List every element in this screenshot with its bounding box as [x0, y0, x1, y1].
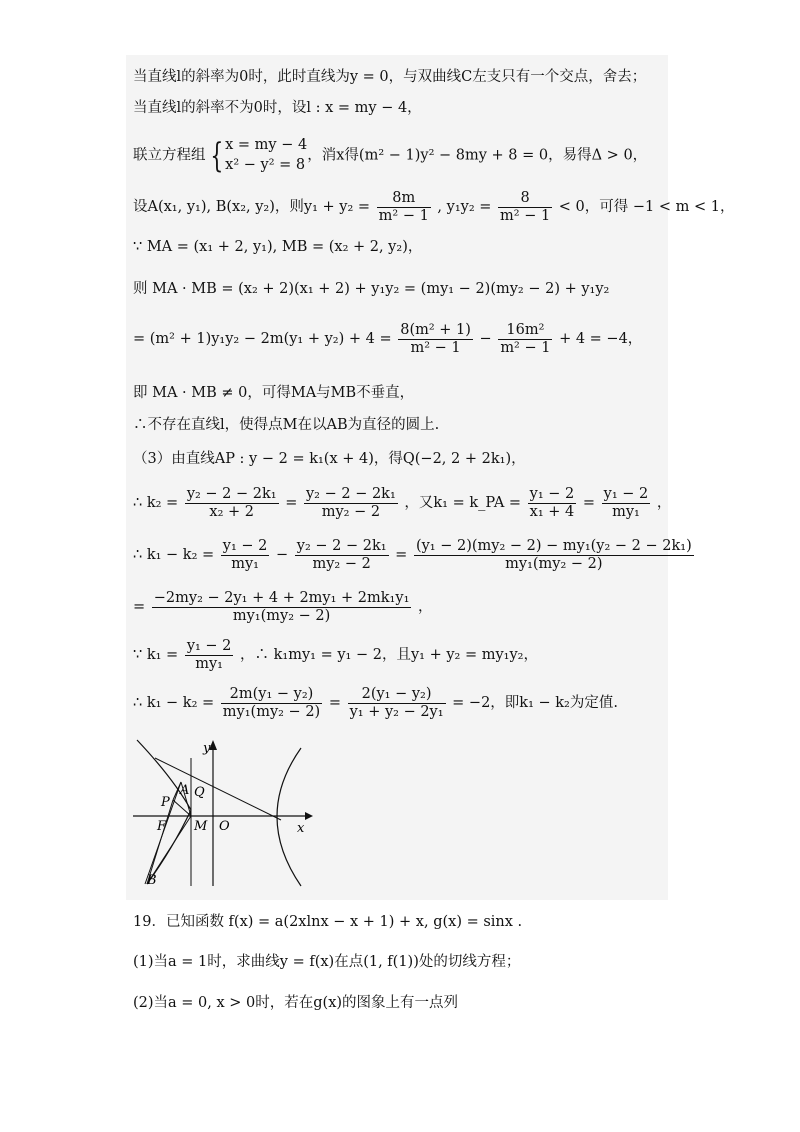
numerator: (y₁ − 2)(my₂ − 2) − my₁(y₂ − 2 − 2k₁) — [415, 538, 692, 554]
numerator: 16m² — [498, 322, 552, 340]
line15-prefix: ∴ k₁ − k₂ = — [133, 695, 215, 712]
fraction — [221, 538, 270, 572]
denominator: m² − 1 — [410, 339, 461, 356]
fraction — [498, 322, 552, 356]
hyperbola-right-branch — [277, 748, 301, 886]
denominator: my₂ − 2 — [321, 503, 381, 520]
line7-suffix: + 4 = −4， — [559, 331, 643, 348]
label-f: F — [157, 819, 167, 834]
fraction — [295, 538, 389, 572]
denominator: my₁ — [612, 503, 640, 520]
denominator: x₂ + 2 — [209, 503, 254, 520]
denominator: m² − 1 — [378, 207, 429, 224]
denominator: m² − 1 — [500, 339, 551, 356]
hyperbola-figure — [133, 738, 313, 888]
text-line-5: ∵ MA = (x₁ + 2, y₁), MB = (x₂ + 2, y₂)， — [133, 239, 423, 255]
line11-middle: ，又k₁ = k_PA = — [404, 495, 522, 512]
numerator: y₁ − 2 — [186, 638, 232, 654]
text-line-4 — [133, 190, 734, 224]
line4-suffix: < 0，可得 −1 < m < 1， — [558, 199, 735, 216]
fraction — [152, 590, 412, 624]
denominator: my₂ − 2 — [312, 555, 371, 572]
fraction — [414, 538, 694, 572]
question-19: 19．已知函数 f(x) = a(2xlnx − x + 1) + x, g(x) = sinx . — [133, 914, 523, 930]
numerator: y₁ − 2 — [603, 486, 649, 502]
fraction — [498, 190, 552, 224]
fraction — [602, 486, 651, 520]
label-b: B — [147, 873, 157, 888]
fraction — [185, 638, 234, 672]
text-line-13 — [133, 590, 433, 624]
denominator: y₁ + y₂ − 2y₁ — [349, 703, 444, 720]
system-eq-2: x² − y² = 8 — [225, 156, 306, 173]
numerator: y₁ − 2 — [529, 486, 575, 502]
line15-suffix: = −2，即k₁ − k₂为定值. — [452, 695, 618, 712]
text-line-9: ∴不存在直线l，使得点M在以AB为直径的圆上. — [133, 417, 440, 433]
numerator: −2my₂ − 2y₁ + 4 + 2my₁ + 2mk₁y₁ — [153, 590, 410, 606]
line7-prefix: = (m² + 1)y₁y₂ − 2m(y₁ + y₂) + 4 = — [133, 331, 392, 348]
label-o: O — [219, 819, 230, 834]
fraction — [221, 686, 322, 720]
text-line-7 — [133, 322, 642, 356]
line11-suffix: ， — [656, 495, 672, 512]
label-x: x — [297, 821, 305, 836]
equals-sign: = — [582, 495, 596, 512]
label-q: Q — [194, 785, 205, 800]
fraction — [377, 190, 431, 224]
denominator: my₁ — [195, 655, 223, 672]
equals-sign: = — [328, 695, 341, 712]
fraction — [185, 486, 279, 520]
numerator: y₂ − 2 − 2k₁ — [305, 486, 396, 502]
numerator: y₂ − 2 − 2k₁ — [186, 486, 277, 502]
fraction — [398, 322, 473, 356]
label-a: A — [180, 783, 190, 798]
line3-prefix: 联立方程组 — [133, 147, 206, 164]
label-m: M — [194, 819, 208, 834]
label-y: y — [203, 741, 211, 756]
line4-prefix: 设A(x₁, y₁), B(x₂, y₂)，则y₁ + y₂ = — [133, 199, 371, 216]
equation-system — [225, 136, 307, 175]
text-line-12 — [133, 538, 696, 572]
equals-sign: = — [285, 495, 298, 512]
line4-middle: , y₁y₂ = — [437, 199, 492, 216]
text-line-10: （3）由直线AP : y − 2 = k₁(x + 4)，得Q(−2, 2 + 2k₁)， — [133, 451, 526, 467]
numerator: 2(y₁ − y₂) — [348, 686, 446, 704]
minus-sign: − — [276, 547, 289, 564]
text-line-2: 当直线l的斜率不为0时，设l : x = my − 4， — [133, 100, 422, 116]
numerator: 8m — [377, 190, 431, 208]
denominator: my₁(my₂ − 2) — [222, 703, 321, 720]
text-line-6: 则 MA · MB = (x₂ + 2)(x₁ + 2) + y₁y₂ = (my₁ − 2)(my₂ − 2) + y₁y₂ — [133, 281, 610, 297]
fraction — [528, 486, 577, 520]
numerator: 8 — [498, 190, 552, 208]
brace-symbol: { — [209, 135, 223, 176]
line13-prefix: = — [133, 599, 146, 616]
line11-prefix: ∴ k₂ = — [133, 495, 179, 512]
line13-suffix: ， — [418, 599, 433, 616]
numerator: y₁ − 2 — [222, 538, 268, 554]
text-line-15 — [133, 686, 618, 720]
text-line-11 — [133, 486, 671, 520]
text-line-8: 即 MA · MB ≠ 0，可得MA与MB不垂直， — [133, 385, 415, 401]
line3-suffix: ，消x得(m² − 1)y² − 8my + 8 = 0，易得Δ > 0， — [307, 147, 648, 164]
denominator: my₁ — [231, 555, 259, 572]
line14-prefix: ∵ k₁ = — [133, 647, 179, 664]
numerator: 8(m² + 1) — [400, 322, 471, 338]
x-axis-arrow — [305, 812, 313, 820]
label-p: P — [161, 795, 170, 810]
line-ap — [155, 758, 281, 820]
system-eq-1: x = my − 4 — [225, 137, 308, 153]
numerator: y₂ − 2 − 2k₁ — [296, 538, 387, 554]
text-line-3 — [133, 136, 647, 175]
denominator: my₁(my₂ − 2) — [505, 555, 603, 572]
fraction — [304, 486, 398, 520]
line12-prefix: ∴ k₁ − k₂ = — [133, 547, 215, 564]
text-line-14 — [133, 638, 538, 672]
numerator: 2m(y₁ − y₂) — [221, 686, 322, 704]
question-19-part-2: (2)当a = 0, x > 0时，若在g(x)的图象上有一点列 — [133, 995, 459, 1011]
denominator: m² − 1 — [500, 207, 551, 224]
segment-pb — [147, 800, 173, 884]
equals-sign: = — [395, 547, 408, 564]
fraction — [348, 686, 446, 720]
line14-suffix: ，∴ k₁my₁ = y₁ − 2，且y₁ + y₂ = my₁y₂， — [240, 647, 538, 664]
hyperbola-left-branch — [137, 740, 191, 884]
question-19-part-1: (1)当a = 1时，求曲线y = f(x)在点(1, f(1))处的切线方程； — [133, 954, 521, 970]
line7-minus: − — [479, 331, 492, 348]
denominator: x₁ + 4 — [529, 503, 575, 520]
denominator: my₁(my₂ − 2) — [232, 607, 331, 624]
text-line-1: 当直线l的斜率为0时，此时直线为y = 0，与双曲线C左支只有一个交点，舍去； — [133, 69, 647, 85]
